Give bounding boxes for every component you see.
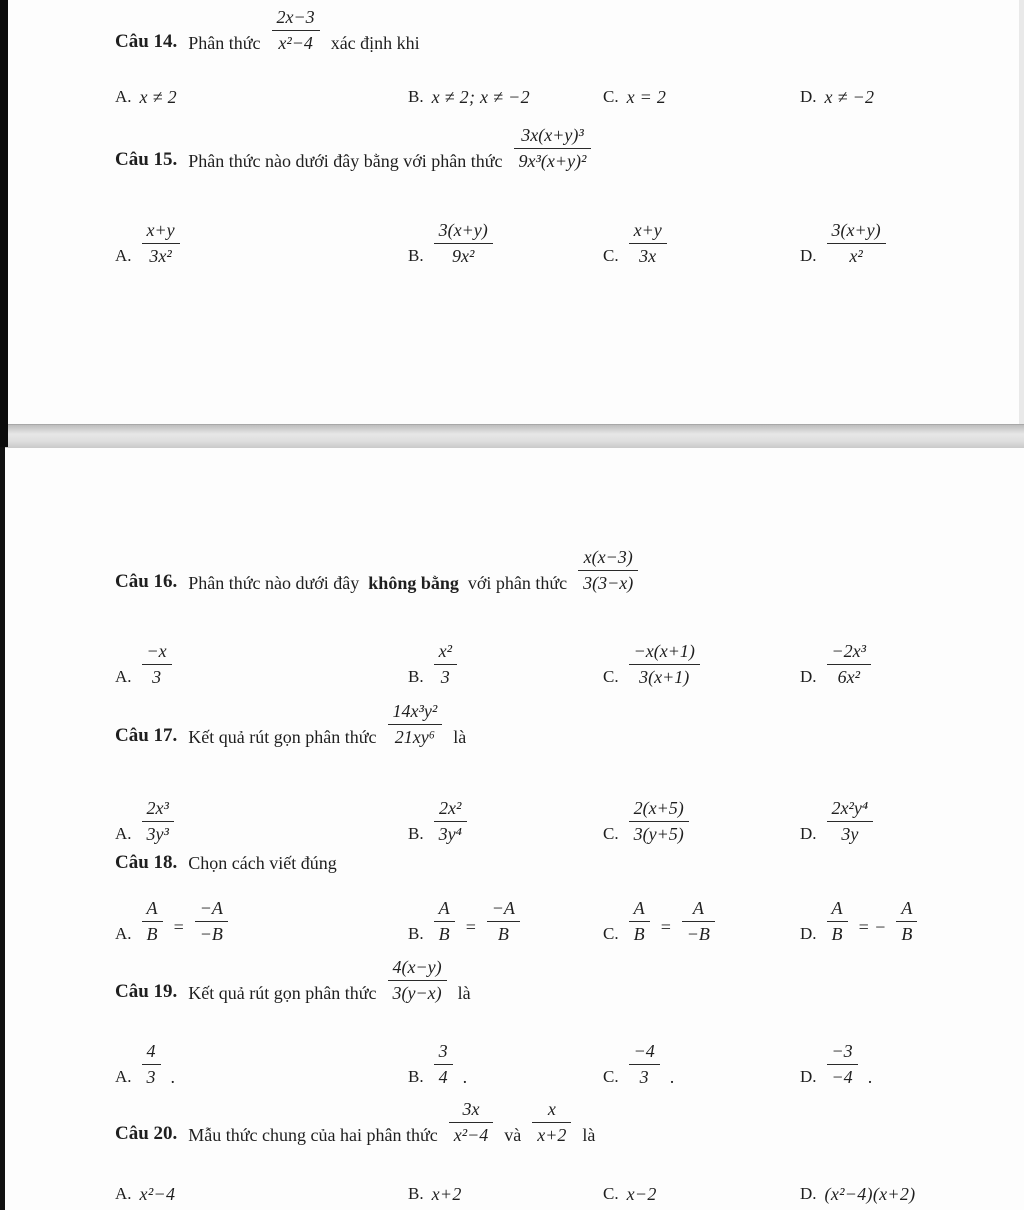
option-letter: D. bbox=[800, 923, 817, 943]
answer-option-a bbox=[115, 897, 230, 945]
answer-options-row bbox=[0, 38, 1024, 108]
stem-text-bold: không bằng bbox=[368, 572, 459, 593]
fraction-numerator: 3x(x+y)³ bbox=[514, 124, 592, 149]
stem-text: là bbox=[582, 1124, 596, 1145]
fraction-denominator: 3 bbox=[152, 666, 162, 687]
fraction-denominator: 3(y+5) bbox=[633, 823, 684, 844]
math-fraction bbox=[434, 640, 457, 688]
math-fraction bbox=[142, 219, 180, 267]
answer-option-d bbox=[800, 1183, 915, 1206]
stem-text: Phân thức nào dưới đây bằng với phân thức bbox=[188, 150, 503, 171]
fraction-numerator: 3 bbox=[434, 1040, 453, 1065]
scan-right-edge bbox=[1019, 0, 1024, 424]
fraction-denominator: x² bbox=[849, 245, 863, 266]
math-expression: x = 2 bbox=[626, 86, 667, 107]
answer-option-b bbox=[408, 897, 522, 945]
answer-option-c bbox=[603, 86, 666, 109]
answer-option-a bbox=[115, 219, 182, 267]
fraction-numerator: 2(x+5) bbox=[629, 797, 689, 822]
fraction-numerator: A bbox=[896, 897, 917, 922]
math-fraction bbox=[827, 1040, 858, 1088]
equals-sign: = bbox=[172, 916, 185, 937]
option-letter: C. bbox=[603, 1183, 619, 1203]
option-letter: A. bbox=[115, 666, 132, 686]
math-expression: x ≠ 2 bbox=[139, 86, 177, 107]
fraction-denominator: x+2 bbox=[537, 1124, 567, 1145]
math-expression: x ≠ 2; x ≠ −2 bbox=[431, 86, 530, 107]
fraction-denominator: −B bbox=[686, 923, 710, 944]
option-letter: B. bbox=[408, 923, 424, 943]
fraction-denominator: B bbox=[146, 923, 158, 944]
fraction-denominator: 3x² bbox=[149, 245, 172, 266]
fraction-denominator: −4 bbox=[831, 1066, 853, 1087]
option-letter: C. bbox=[603, 86, 619, 106]
answer-option-d bbox=[800, 1040, 872, 1088]
option-letter: A. bbox=[115, 1066, 132, 1086]
option-letter: A. bbox=[115, 923, 132, 943]
answer-option-c bbox=[603, 219, 669, 267]
question-number-label: Câu 14. bbox=[115, 31, 178, 53]
math-expression: x−2 bbox=[626, 1183, 657, 1204]
fraction-denominator: 21xy⁶ bbox=[394, 726, 436, 747]
option-letter: C. bbox=[603, 245, 619, 265]
option-letter: A. bbox=[115, 245, 132, 265]
fraction-denominator: B bbox=[438, 923, 450, 944]
option-letter: B. bbox=[408, 1066, 424, 1086]
fraction-denominator: 3 bbox=[146, 1066, 156, 1087]
stem-text: và bbox=[504, 1124, 522, 1145]
answer-option-a bbox=[115, 640, 174, 688]
answer-option-c bbox=[603, 897, 717, 945]
answer-option-d bbox=[800, 897, 919, 945]
option-letter: A. bbox=[115, 1183, 132, 1203]
answer-option-c bbox=[603, 1040, 674, 1088]
stem-text: . bbox=[867, 1066, 873, 1087]
fraction-denominator: 3(3−x) bbox=[583, 572, 634, 593]
answer-options-row bbox=[0, 618, 1024, 688]
answer-option-a bbox=[115, 1040, 175, 1088]
fraction-numerator: A bbox=[142, 897, 163, 922]
fraction-numerator: −3 bbox=[827, 1040, 858, 1065]
answer-option-d bbox=[800, 86, 874, 109]
stem-text: xác định khi bbox=[330, 32, 420, 53]
answer-option-b bbox=[408, 640, 459, 688]
stem-text: . bbox=[462, 1066, 468, 1087]
question-number-label: Câu 16. bbox=[115, 571, 178, 593]
scan-left-edge-top bbox=[0, 0, 8, 447]
fraction-numerator: −A bbox=[195, 897, 228, 922]
page-break-divider bbox=[0, 424, 1024, 448]
fraction-numerator: −A bbox=[487, 897, 520, 922]
fraction-numerator: −x(x+1) bbox=[629, 640, 700, 665]
equals-sign: = − bbox=[857, 916, 887, 937]
fraction-denominator: B bbox=[497, 923, 509, 944]
stem-text: . bbox=[669, 1066, 675, 1087]
answer-option-d bbox=[800, 640, 873, 688]
fraction-numerator: x(x−3) bbox=[578, 546, 638, 571]
fraction-denominator: 4 bbox=[438, 1066, 448, 1087]
stem-text: Mẫu thức chung của hai phân thức bbox=[188, 1124, 438, 1145]
option-letter: B. bbox=[408, 245, 424, 265]
math-fraction bbox=[578, 546, 638, 594]
fraction-denominator: −B bbox=[199, 923, 223, 944]
fraction-numerator: x+y bbox=[629, 219, 667, 244]
math-fraction bbox=[434, 797, 467, 845]
math-fraction bbox=[682, 897, 715, 945]
fraction-numerator: A bbox=[629, 897, 650, 922]
question-stem bbox=[115, 124, 593, 172]
math-fraction bbox=[896, 897, 917, 945]
fraction-numerator: A bbox=[434, 897, 455, 922]
stem-text: . bbox=[170, 1066, 176, 1087]
fraction-denominator: B bbox=[901, 923, 913, 944]
option-letter: B. bbox=[408, 823, 424, 843]
option-letter: A. bbox=[115, 86, 132, 106]
fraction-numerator: 2x²y⁴ bbox=[827, 797, 874, 822]
math-fraction bbox=[629, 797, 689, 845]
fraction-denominator: x²−4 bbox=[278, 32, 313, 53]
scan-left-edge-bottom bbox=[0, 447, 5, 1210]
stem-text: là bbox=[457, 982, 471, 1003]
fraction-numerator: 2x−3 bbox=[272, 6, 320, 31]
fraction-denominator: 6x² bbox=[837, 666, 860, 687]
math-fraction bbox=[142, 1040, 161, 1088]
fraction-numerator: A bbox=[682, 897, 715, 922]
math-fraction bbox=[827, 640, 872, 688]
answer-option-b bbox=[408, 86, 530, 109]
option-letter: B. bbox=[408, 1183, 424, 1203]
fraction-numerator: 2x³ bbox=[142, 797, 174, 822]
math-fraction bbox=[827, 219, 886, 267]
fraction-denominator: x²−4 bbox=[453, 1124, 489, 1145]
fraction-denominator: 3(y−x) bbox=[392, 982, 442, 1003]
answer-option-b bbox=[408, 1040, 467, 1088]
question-stem bbox=[115, 546, 640, 594]
math-fraction bbox=[827, 897, 848, 945]
question-stem bbox=[115, 852, 337, 875]
question-number-label: Câu 18. bbox=[115, 852, 178, 873]
option-letter: C. bbox=[603, 923, 619, 943]
option-letter: D. bbox=[800, 245, 817, 265]
math-fraction bbox=[514, 124, 592, 172]
stem-text: Kết quả rút gọn phân thức bbox=[188, 982, 377, 1003]
answer-option-c bbox=[603, 1183, 657, 1206]
math-fraction bbox=[434, 1040, 453, 1088]
answer-option-d bbox=[800, 219, 888, 267]
math-fraction bbox=[195, 897, 228, 945]
math-expression: x ≠ −2 bbox=[824, 86, 875, 107]
fraction-numerator: 2x² bbox=[434, 797, 467, 822]
math-fraction bbox=[142, 797, 174, 845]
fraction-denominator: 9x³(x+y)² bbox=[518, 150, 587, 171]
math-fraction bbox=[629, 897, 650, 945]
equals-sign: = bbox=[659, 916, 672, 937]
option-letter: C. bbox=[603, 1066, 619, 1086]
stem-text: Phân thức nào dưới đây bbox=[188, 572, 360, 593]
answer-option-d bbox=[800, 797, 875, 845]
stem-text: Chọn cách viết đúng bbox=[188, 853, 337, 874]
fraction-numerator: 4(x−y) bbox=[388, 956, 447, 981]
math-fraction bbox=[142, 897, 163, 945]
option-letter: D. bbox=[800, 823, 817, 843]
fraction-numerator: 14x³y² bbox=[388, 700, 443, 725]
answer-options-row bbox=[0, 1135, 1024, 1205]
option-letter: D. bbox=[800, 666, 817, 686]
fraction-denominator: 3y³ bbox=[146, 823, 169, 844]
fraction-denominator: 3 bbox=[639, 1066, 649, 1087]
answer-option-a bbox=[115, 1183, 175, 1206]
math-expression: x+2 bbox=[431, 1183, 462, 1204]
answer-option-a bbox=[115, 86, 177, 109]
answer-option-b bbox=[408, 219, 495, 267]
question-number-label: Câu 19. bbox=[115, 981, 178, 1003]
fraction-denominator: 3y bbox=[841, 823, 859, 844]
fraction-denominator: 3y⁴ bbox=[438, 823, 462, 844]
fraction-numerator: −2x³ bbox=[827, 640, 872, 665]
answer-option-c bbox=[603, 797, 691, 845]
answer-option-c bbox=[603, 640, 702, 688]
fraction-denominator: B bbox=[831, 923, 843, 944]
fraction-numerator: x² bbox=[434, 640, 457, 665]
answer-options-row bbox=[0, 875, 1024, 945]
fraction-numerator: −x bbox=[142, 640, 172, 665]
fraction-numerator: A bbox=[827, 897, 848, 922]
option-letter: C. bbox=[603, 823, 619, 843]
fraction-numerator: 4 bbox=[142, 1040, 161, 1065]
option-letter: D. bbox=[800, 86, 817, 106]
fraction-numerator: 3(x+y) bbox=[434, 219, 493, 244]
fraction-numerator: 3(x+y) bbox=[827, 219, 886, 244]
fraction-denominator: 3(x+1) bbox=[639, 666, 690, 687]
fraction-denominator: B bbox=[633, 923, 645, 944]
stem-text: Phân thức bbox=[188, 32, 261, 53]
math-fraction bbox=[629, 640, 700, 688]
stem-text: Kết quả rút gọn phân thức bbox=[188, 726, 377, 747]
answer-option-a bbox=[115, 797, 176, 845]
option-letter: C. bbox=[603, 666, 619, 686]
fraction-numerator: x+y bbox=[142, 219, 180, 244]
math-fraction bbox=[629, 1040, 660, 1088]
math-expression: x²−4 bbox=[139, 1183, 176, 1204]
answer-options-row bbox=[0, 775, 1024, 845]
math-fraction bbox=[434, 219, 493, 267]
answer-option-b bbox=[408, 797, 469, 845]
question-stem bbox=[115, 700, 466, 748]
stem-text: là bbox=[453, 726, 467, 747]
option-letter: B. bbox=[408, 666, 424, 686]
stem-text: với phân thức bbox=[467, 572, 568, 593]
fraction-denominator: 9x² bbox=[451, 245, 475, 266]
question-number-label: Câu 17. bbox=[115, 725, 178, 747]
option-letter: D. bbox=[800, 1183, 817, 1203]
math-fraction bbox=[434, 897, 455, 945]
answer-options-row bbox=[0, 1018, 1024, 1088]
fraction-denominator: 3 bbox=[440, 666, 450, 687]
math-fraction bbox=[142, 640, 172, 688]
question-stem bbox=[115, 956, 471, 1004]
answer-option-b bbox=[408, 1183, 462, 1206]
math-fraction bbox=[487, 897, 520, 945]
math-fraction bbox=[827, 797, 874, 845]
fraction-numerator: −4 bbox=[629, 1040, 660, 1065]
fraction-numerator: 3x bbox=[449, 1098, 494, 1123]
math-expression: (x²−4)(x+2) bbox=[824, 1183, 916, 1204]
option-letter: A. bbox=[115, 823, 132, 843]
fraction-denominator: 3x bbox=[639, 245, 657, 266]
math-fraction bbox=[388, 956, 447, 1004]
equals-sign: = bbox=[464, 916, 477, 937]
math-fraction bbox=[629, 219, 667, 267]
answer-options-row bbox=[0, 197, 1024, 267]
fraction-numerator: x bbox=[532, 1098, 571, 1123]
option-letter: B. bbox=[408, 86, 424, 106]
math-fraction bbox=[388, 700, 443, 748]
question-number-label: Câu 20. bbox=[115, 1123, 178, 1145]
option-letter: D. bbox=[800, 1066, 817, 1086]
question-number-label: Câu 15. bbox=[115, 149, 178, 171]
